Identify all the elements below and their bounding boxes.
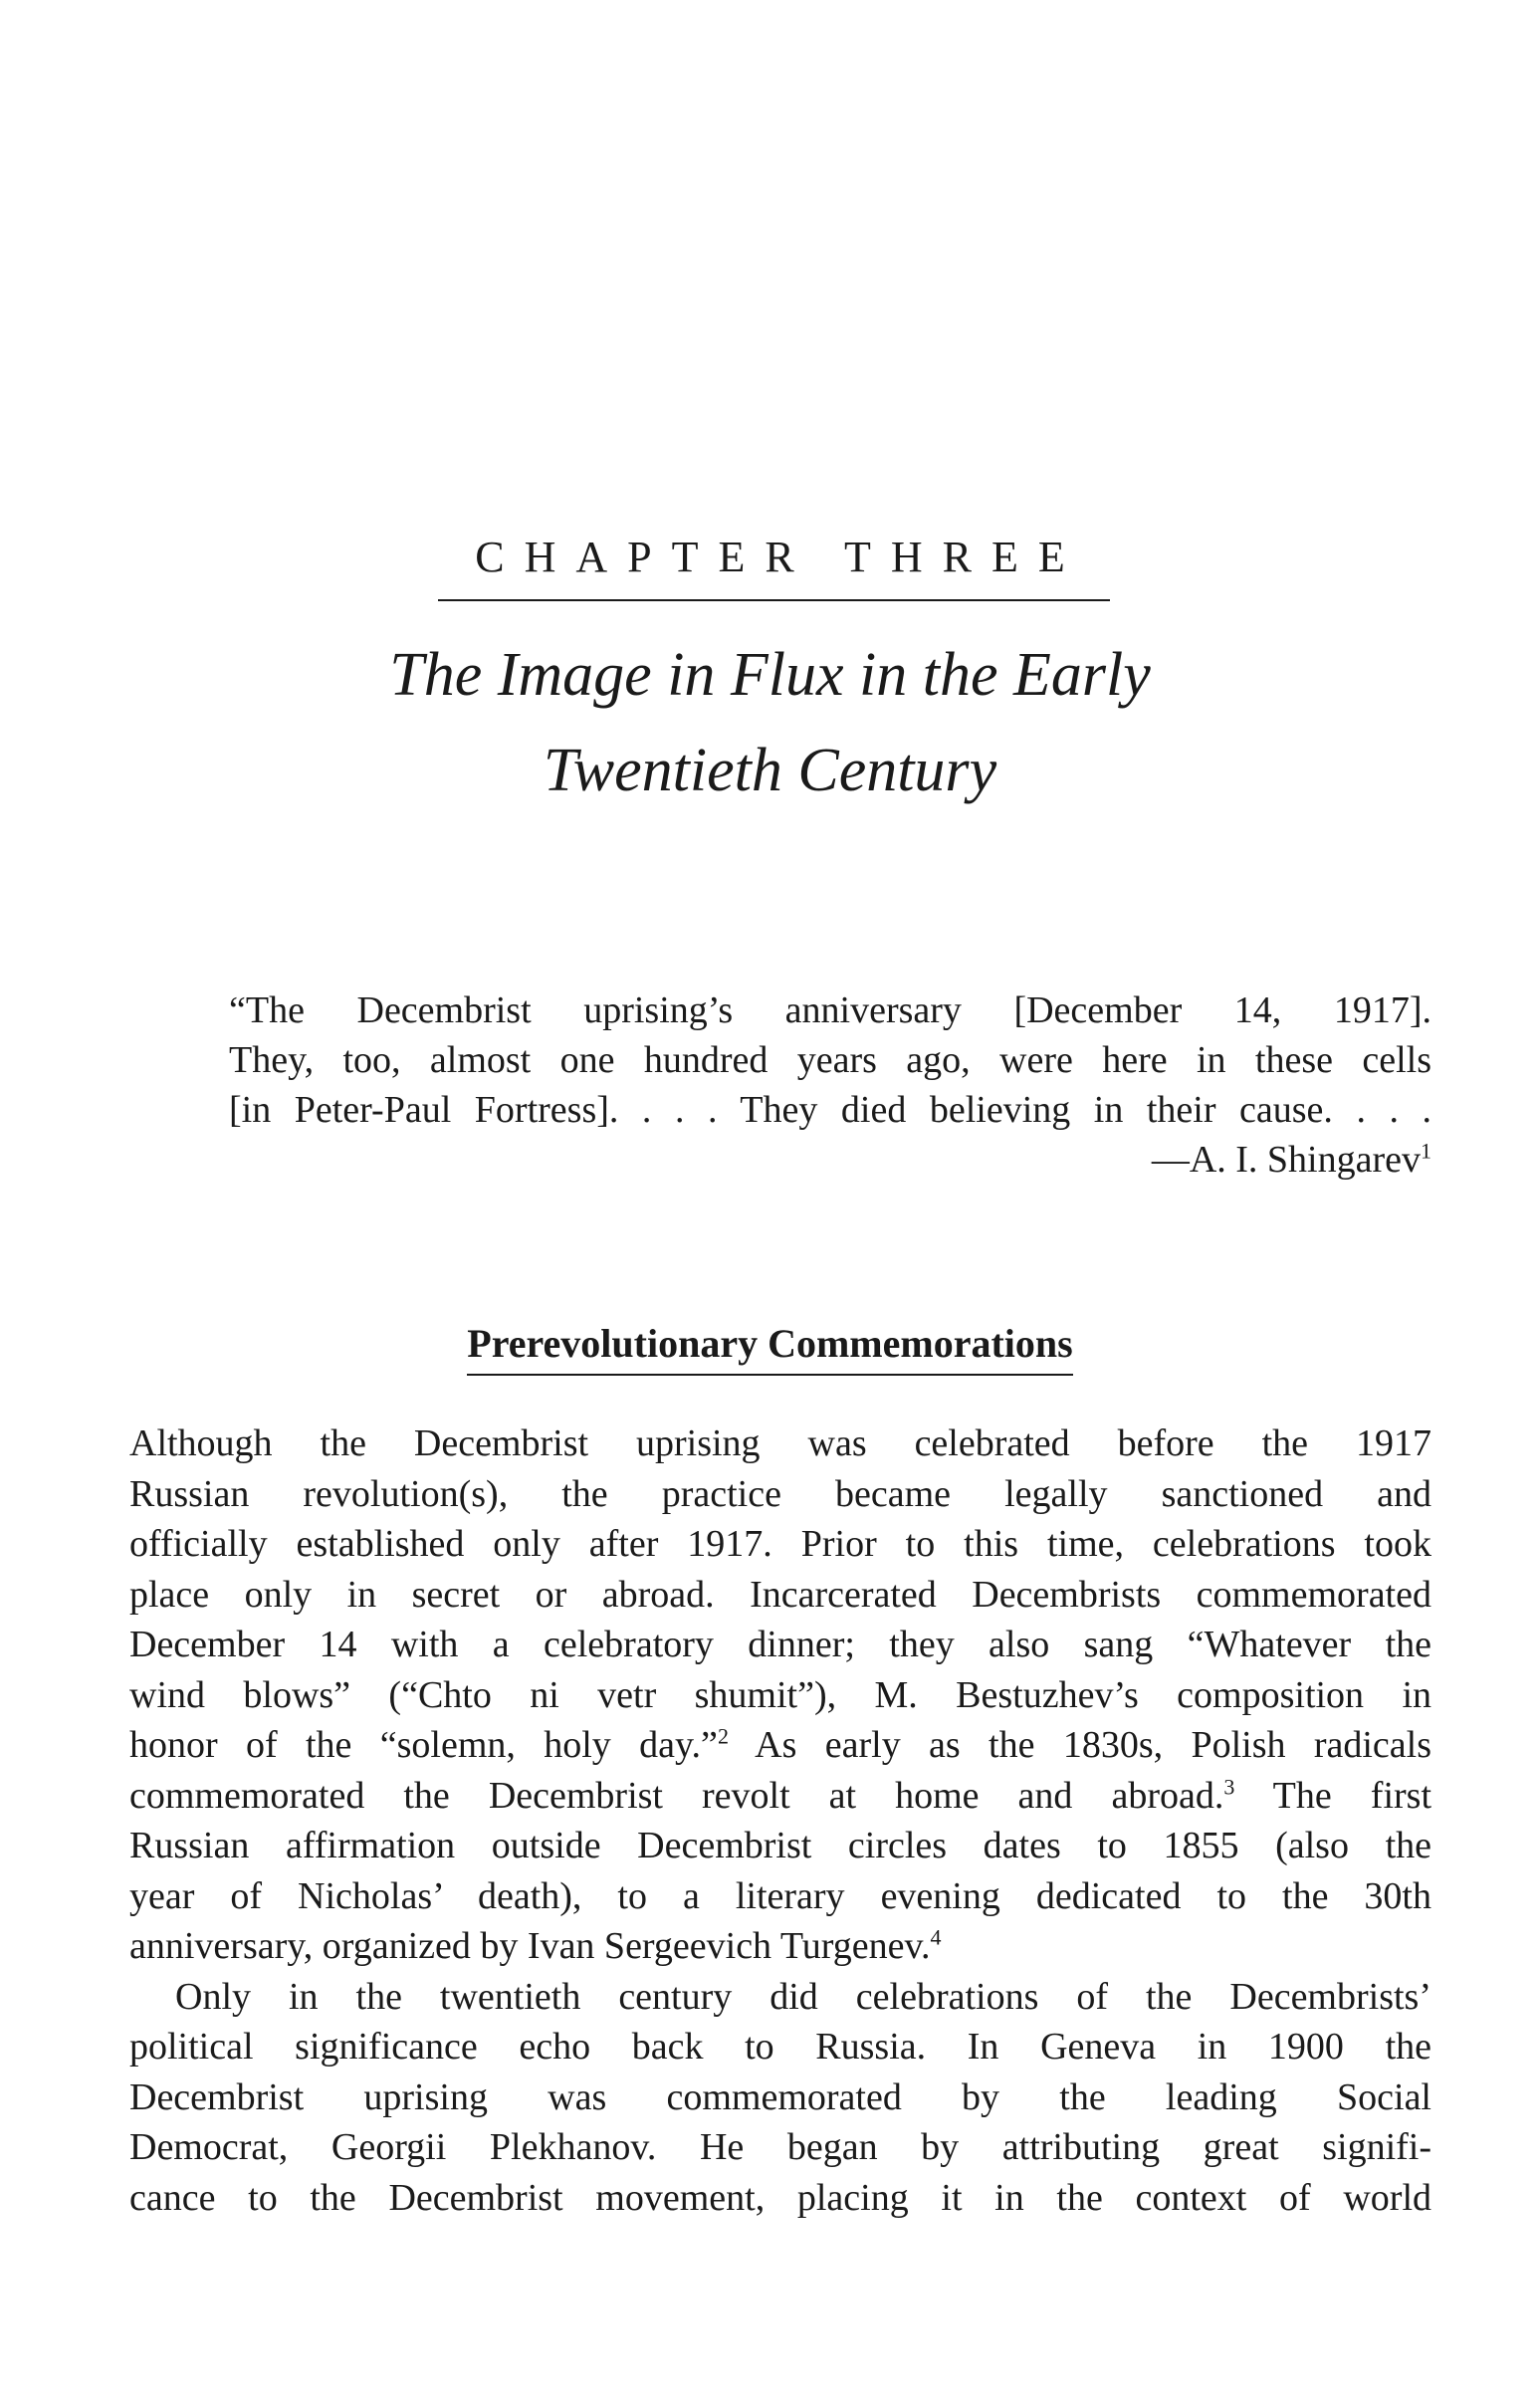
paragraph-1-line: officially established only after 1917. Prior to this time, celebrations took xyxy=(129,1523,1431,1565)
paragraph-2-line: cance to the Decembrist movement, placing it in the context of world xyxy=(129,2176,1431,2219)
paragraph-1-line xyxy=(129,1921,1431,1972)
paragraph-1-line: wind blows” (“Chto ni vetr shumit”), M. Bestuzhev’s composition in xyxy=(129,1673,1431,1716)
footnote-ref-2[interactable]: 2 xyxy=(717,1723,729,1749)
chapter-title-line-1: The Image in Flux in the Early xyxy=(389,641,1151,709)
epigraph-line: [in Peter-Paul Fortress]. . . . They died believing in their cause. . . . xyxy=(229,1089,1431,1131)
epigraph-line: “The Decembrist uprising’s anniversary [December 14, 1917]. xyxy=(229,989,1431,1031)
footnote-ref-3[interactable]: 3 xyxy=(1223,1773,1235,1799)
paragraph-1-line-7a: honor of the “solemn, holy day.” xyxy=(129,1724,718,1766)
paragraph-1-line-7b: As early as the 1830s, Polish radicals xyxy=(728,1724,1431,1766)
paragraph-1-line xyxy=(129,1720,1431,1771)
footnote-ref-1[interactable]: 1 xyxy=(1421,1138,1431,1164)
epigraph-line: They, too, almost one hundred years ago, were here in these cells xyxy=(229,1039,1431,1081)
section-heading xyxy=(0,1316,1540,1376)
paragraph-1-line: place only in secret or abroad. Incarcerated Decembrists commemorated xyxy=(129,1573,1431,1616)
section-heading-text: Prerevolutionary Commemorations xyxy=(467,1316,1072,1376)
epigraph-attribution-text: —A. I. Shingarev xyxy=(1151,1139,1421,1181)
paragraph-2-line: Only in the twentieth century did celebrations of the Decembrists’ xyxy=(175,1975,1431,2018)
paragraph-2-line: Decembrist uprising was commemorated by the leading Social xyxy=(129,2075,1431,2118)
paragraph-1-line: Although the Decembrist uprising was celebrated before the 1917 xyxy=(129,1422,1431,1464)
paragraph-1-line: year of Nicholas’ death), to a literary evening dedicated to the 30th xyxy=(129,1874,1431,1917)
paragraph-1-line xyxy=(129,1771,1431,1822)
footnote-ref-4[interactable]: 4 xyxy=(930,1924,942,1950)
paragraph-1-line-8b: The first xyxy=(1234,1774,1431,1817)
chapter-label: CHAPTER THREE xyxy=(475,533,1085,581)
paragraph-1-line-8a: commemorated the Decembrist revolt at home and abroad. xyxy=(129,1774,1224,1817)
epigraph xyxy=(229,985,1431,1185)
paragraph-2-line: political significance echo back to Russia. In Geneva in 1900 the xyxy=(129,2026,1431,2068)
chapter-title xyxy=(0,627,1540,818)
paragraph-1-line: December 14 with a celebratory dinner; they also sang “Whatever the xyxy=(129,1624,1431,1665)
paragraph-1-line: Russian revolution(s), the practice became legally sanctioned and xyxy=(129,1472,1431,1515)
paragraph-1-line: Russian affirmation outside Decembrist circles dates to 1855 (also the xyxy=(129,1825,1431,1866)
paragraph-1-line-11: anniversary, organized by Ivan Sergeevich Turgenev. xyxy=(129,1925,931,1967)
body-text xyxy=(129,1418,1431,2223)
epigraph-attribution xyxy=(229,1135,1431,1185)
chapter-title-line-2: Twentieth Century xyxy=(543,737,997,804)
chapter-rule xyxy=(438,599,1110,601)
paragraph-2-line: Democrat, Georgii Plekhanov. He began by attributing great signifi- xyxy=(129,2126,1431,2168)
